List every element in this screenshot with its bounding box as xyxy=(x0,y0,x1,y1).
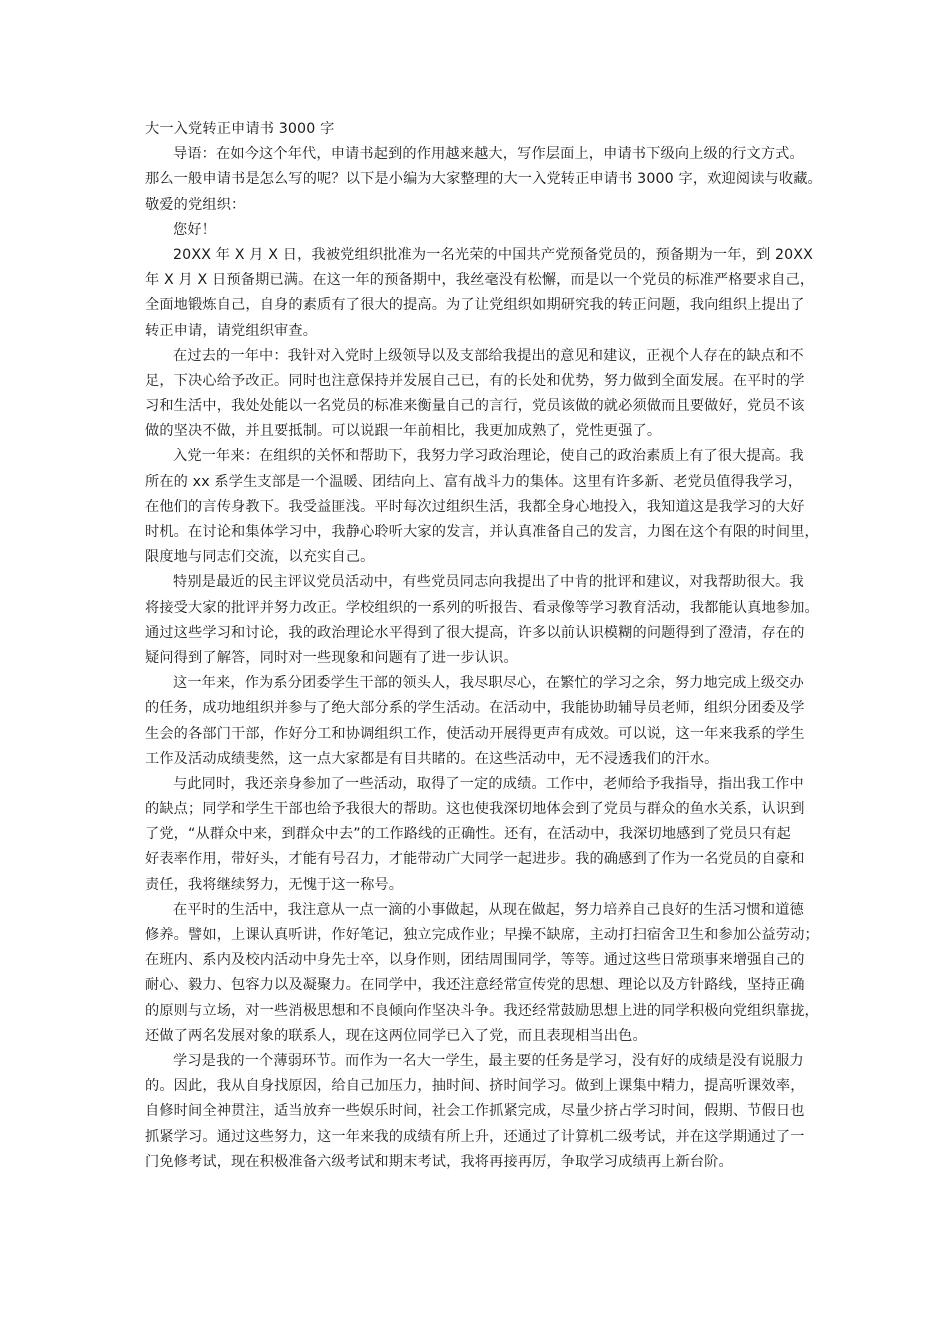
text-line: 习和生活中，我处处能以一名党员的标准来衡量自己的言行，党员该做的就必须做而且要做好，党员不该 xyxy=(145,398,805,415)
text-line: 责任，我将继续努力，无愧于这一称号。 xyxy=(145,876,404,893)
text-line: 敬爱的党组织： xyxy=(145,196,246,213)
text-line: 的原则与立场，对一些消极思想和不良倾向作坚决斗争。我还经常鼓励思想上进的同学积极向党组织靠拢， xyxy=(145,1002,819,1019)
document-title: 大一入党转正申请书 3000 字 xyxy=(145,121,335,137)
text-line: 疑问得到了解答，同时对一些现象和问题有了进一步认识。 xyxy=(145,649,518,666)
text-line: 这一年来，作为系分团委学生干部的领头人，我尽职尽心，在繁忙的学习之余，努力地完成上级交办 xyxy=(173,675,804,692)
text-line: 耐心、毅力、包容力以及凝聚力。在同学中，我还注意经常宣传党的思想、理论以及方针路线，坚持正确 xyxy=(145,977,805,994)
text-line: 的缺点；同学和学生干部也给予我很大的帮助。这也使我深切地体会到了党员与群众的鱼水关系，认识到 xyxy=(145,801,805,818)
text-line: 修养。譬如，上课认真听讲，作好笔记，独立完成作业；早操不缺席，主动打扫宿舍卫生和参加公益劳动； xyxy=(145,927,819,943)
text-line: 所在的 xx 系学生支部是一个温暖、团结向上、富有战斗力的集体。这里有许多新、老党员值得我学习， xyxy=(145,473,803,490)
text-line: 学习是我的一个薄弱环节。而作为一名大一学生，最主要的任务是学习，没有好的成绩是没有说服力 xyxy=(173,1052,804,1069)
text-line: 转正申请，请党组织审查。 xyxy=(145,322,318,339)
text-line: 与此同时，我还亲身参加了一些活动，取得了一定的成绩。工作中，老师给予我指导，指出我工作中 xyxy=(173,775,804,792)
text-line: 限度地与同志们交流，以充实自己。 xyxy=(145,549,375,566)
text-line: 全面地锻炼自己，自身的素质有了很大的提高。为了让党组织如期研究我的转正问题，我向组织上提出了 xyxy=(145,297,805,314)
text-line: 特别是最近的民主评议党员活动中，有些党员同志向我提出了中肯的批评和建议，对我帮助很大。我 xyxy=(173,574,804,591)
text-line: 自修时间全神贯注，适当放弃一些娱乐时间，社会工作抓紧完成，尽量少挤占学习时间，假期、节假日也 xyxy=(145,1103,805,1120)
text-line: 时机。在讨论和集体学习中，我静心聆听大家的发言，并认真准备自己的发言，力图在这个有限的时间里， xyxy=(145,524,819,540)
text-line: 生会的各部门干部，作好分工和协调组织工作，使活动开展得更声有成效。可以说，这一年来我系的学生 xyxy=(145,725,805,742)
text-line: 好表率作用，带好头，才能有号召力，才能带动广大同学一起进步。我的确感到了作为一名党员的自豪和 xyxy=(145,851,805,868)
text-line: 那么一般申请书是怎么写的呢？以下是小编为大家整理的大一入党转正申请书 3000 字，欢迎阅读与收藏。 xyxy=(145,171,822,188)
text-line: 20XX 年 X 月 X 日，我被党组织批准为一名光荣的中国共产党预备党员的，预备期为一年，到 20XX xyxy=(173,246,814,263)
text-line: 足，下决心给予改正。同时也注意保持并发展自己已，有的长处和优势，努力做到全面发展。在平时的学 xyxy=(145,372,805,389)
text-line: 导语：在如今这个年代，申请书起到的作用越来越大，写作层面上，申请书下级向上级的行文方式。 xyxy=(173,146,804,163)
text-line: 工作及活动成绩斐然，这一点大家都是有目共睹的。在这些活动中，无不浸透我们的汗水。 xyxy=(145,750,719,767)
text-line: 在他们的言传身教下。我受益匪浅。平时每次过组织生活，我都全身心地投入，我知道这是我学习的大好 xyxy=(145,498,805,515)
text-line: 抓紧学习。通过这些努力，这一年来我的成绩有所上升，还通过了计算机二级考试，并在这学期通过了一 xyxy=(145,1128,805,1145)
text-line: 通过这些学习和讨论，我的政治理论水平得到了很大提高，许多以前认识模糊的问题得到了澄清，存在的 xyxy=(145,624,805,641)
text-line: 门免修考试，现在积极准备六级考试和期末考试，我将再接再厉，争取学习成绩再上新台阶。 xyxy=(145,1153,733,1170)
text-line: 还做了两名发展对象的联系人，现在这两位同学已入了党，而且表现相当出色。 xyxy=(145,1027,647,1044)
text-line: 您好！ xyxy=(173,221,217,238)
text-line: 做的坚决不做，并且要抵制。可以说跟一年前相比，我更加成熟了，党性更强了。 xyxy=(145,423,662,440)
text-line: 了党，“从群众中来，到群众中去”的工作路线的正确性。还有，在活动中，我深切地感到了党员只有起 xyxy=(145,826,791,843)
text-line: 将接受大家的批评并努力改正。学校组织的一系列的听报告、看录像等学习教育活动，我都能认真地参加。 xyxy=(145,599,819,616)
text-line: 年 X 月 X 日预备期已满。在这一年的预备期中，我丝毫没有松懈，而是以一个党员的标准严格要求自己， xyxy=(145,272,815,289)
text-line: 在班内、系内及校内活动中身先士卒，以身作则，团结周围同学，等等。通过这些日常琐事来增强自己的 xyxy=(145,952,805,969)
text-line: 在过去的一年中：我针对入党时上级领导以及支部给我提出的意见和建议，正视个人存在的缺点和不 xyxy=(173,347,804,364)
document-body xyxy=(145,117,822,1175)
text-line: 在平时的生活中，我注意从一点一滴的小事做起，从现在做起，努力培养自己良好的生活习惯和道德 xyxy=(173,901,804,918)
text-line: 的。因此，我从自身找原因，给自己加压力，抽时间、挤时间学习。做到上课集中精力，提高听课效率， xyxy=(145,1078,805,1095)
text-line: 入党一年来：在组织的关怀和帮助下，我努力学习政治理论，使自己的政治素质上有了很大提高。我 xyxy=(173,448,804,465)
text-line: 的任务，成功地组织并参与了绝大部分系的学生活动。在活动中，我能协助辅导员老师，组织分团委及学 xyxy=(145,700,805,717)
